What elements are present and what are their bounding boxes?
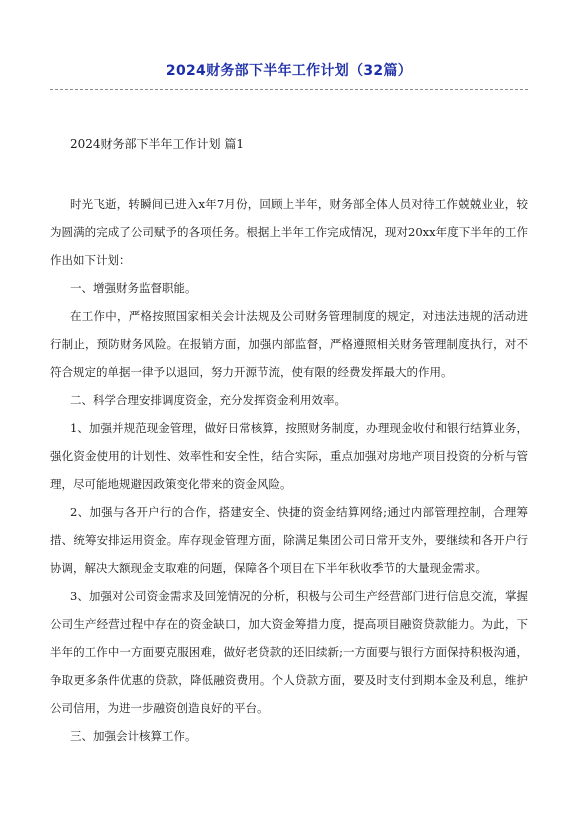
paragraph-heading-1: 一、增强财务监督职能。 xyxy=(70,281,197,295)
paragraph-bank-cooperation: 2、加强与各开户行的合作，搭建安全、快捷的资金结算网络;通过内部管理控制，合理筹措、统筹安排运用资金。库存现金管理方面，除满足集团公司日常开支外，要继续和各开户行协调，解决大额现金支取难的问题，保障各个项目在下半年秋收季节的大量现金需求。 xyxy=(50,505,528,575)
paragraph-supervision: 在工作中，严格按照国家相关会计法规及公司财务管理制度的规定，对违法违规的活动进行制止，预防财务风险。在报销方面，加强内部监督，严格遵照相关财务管理制度执行，对不符合规定的单据一律予以退回，努力开源节流，使有限的经费发挥最大的作用。 xyxy=(50,309,528,379)
title-divider xyxy=(50,89,528,90)
paragraph-intro: 时光飞逝，转瞬间已进入x年7月份，回顾上半年，财务部全体人员对待工作兢兢业业，较为圆满的完成了公司赋予的各项任务。根据上半年工作完成情况，现对20xx年度下半年的工作作出如下计划： xyxy=(50,197,528,267)
document-title: 2024财务部下半年工作计划（32篇） xyxy=(165,63,413,79)
paragraph-funding-analysis: 3、加强对公司资金需求及回笼情况的分析，积极与公司生产经营部门进行信息交流，掌握公司生产经营过程中存在的资金缺口，加大资金筹措力度，提高项目融资贷款能力。为此，下半年的工作中一方面要克服困难，做好老贷款的还旧续新;一方面要与银行方面保持积极沟通，争取更多条件优惠的贷款，降低融资费用。个人贷款方面，要及时支付到期本金及利息，维护公司信用，为进一步融资创造良好的平台。 xyxy=(50,589,528,715)
document-body xyxy=(50,190,528,750)
paragraph-cash-management: 1、加强并规范现金管理，做好日常核算，按照财务制度，办理现金收付和银行结算业务，强化资金使用的计划性、效率性和安全性，结合实际，重点加强对房地产项目投资的分析与管理，尽可能地规避因政策变化带来的资金风险。 xyxy=(50,421,528,491)
section-heading: 2024财务部下半年工作计划 篇1 xyxy=(70,137,244,151)
paragraph-heading-2: 二、科学合理安排调度资金，充分发挥资金利用效率。 xyxy=(70,393,346,407)
paragraph-heading-3: 三、加强会计核算工作。 xyxy=(70,729,197,743)
